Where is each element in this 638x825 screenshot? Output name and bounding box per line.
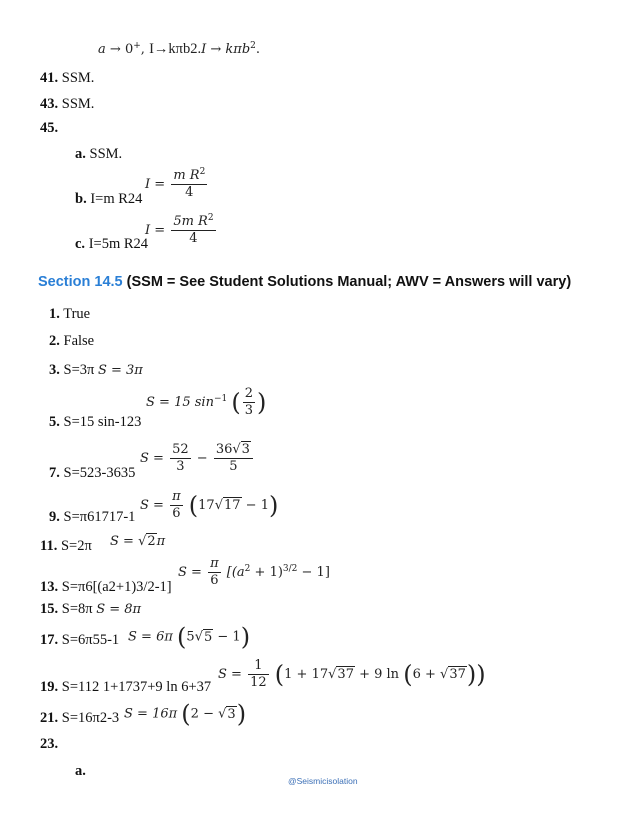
answer-2: 2. False [49,333,95,349]
answer-43: 43. SSM. [40,96,95,112]
answer-11-math: S = √2π [110,534,166,549]
section-note: (SSM = See Student Solutions Manual; AWV = Answers will vary) [126,274,572,290]
answer-45-c-math: I = $\frac{5m R^2}{4}$ [145,213,214,246]
watermark: @Seismicisolation [288,776,358,786]
answer-19-math: S = $\frac{1}{12}$ (1 + 17√37 + 9 ln (6 + √37)) [218,658,486,690]
answer-21-math: S = 16π (2 − √3) [124,700,247,728]
answer-5: 5. S=15 sin-123 [49,414,142,430]
answer-11: 11. S=2π [40,538,92,554]
answer-3-math: S = 3π [97,363,143,378]
answer-17: 17. S=6π55-1 [40,632,120,648]
answer-13-math: S = $\frac{\pi}{6}$ $[(a^2 + 1)^{3/2} - 1]$ [178,556,330,588]
answer-7-math: S = $\frac{52}{3}$ − $\frac{36√3}{5}$ [140,442,255,475]
answer-45-a: a. SSM. [75,146,123,162]
answer-45-c: c. I=5m R24 [75,236,149,252]
answer-41: 41. SSM. [40,70,95,86]
answer-13: 13. S=π6[(a2+1)3/2-1] [40,579,172,595]
answer-45-b-math: I = $\frac{m R^2}{4}$ [145,167,206,200]
answer-9-math: S = $\frac{\pi}{6}$ (17√17 − 1) [140,489,279,521]
answer-19: 19. S=112 1+1737+9 ln 6+37 [40,679,212,695]
answer-3: 3. S=3π S = 3π [49,362,143,378]
answer-17-math: S = 6π (5√5 − 1) [128,623,251,651]
answer-45-b: b. I=m R24 [75,191,143,207]
answer-23-a: a. [75,763,86,779]
section-link[interactable]: Section 14.5 [38,274,123,290]
prev-limit-math: a → 0+, I→kπb2.I → kπb$^2$. [98,41,261,57]
answer-15: 15. S=8π S = 8π [40,601,142,617]
answer-21: 21. S=16π2-3 [40,710,120,726]
section-heading [38,274,571,290]
answer-45: 45. [40,120,59,136]
answer-9: 9. S=π61717-1 [49,509,136,525]
answer-7: 7. S=523-3635 [49,465,136,481]
answer-15-math: S = 8π [96,602,142,617]
answer-1: 1. True [49,306,91,322]
answer-5-math: S = 15 $\sin^{-1}$ ( $\frac{2}{3}$ ) [146,386,267,418]
answer-23: 23. [40,736,59,752]
